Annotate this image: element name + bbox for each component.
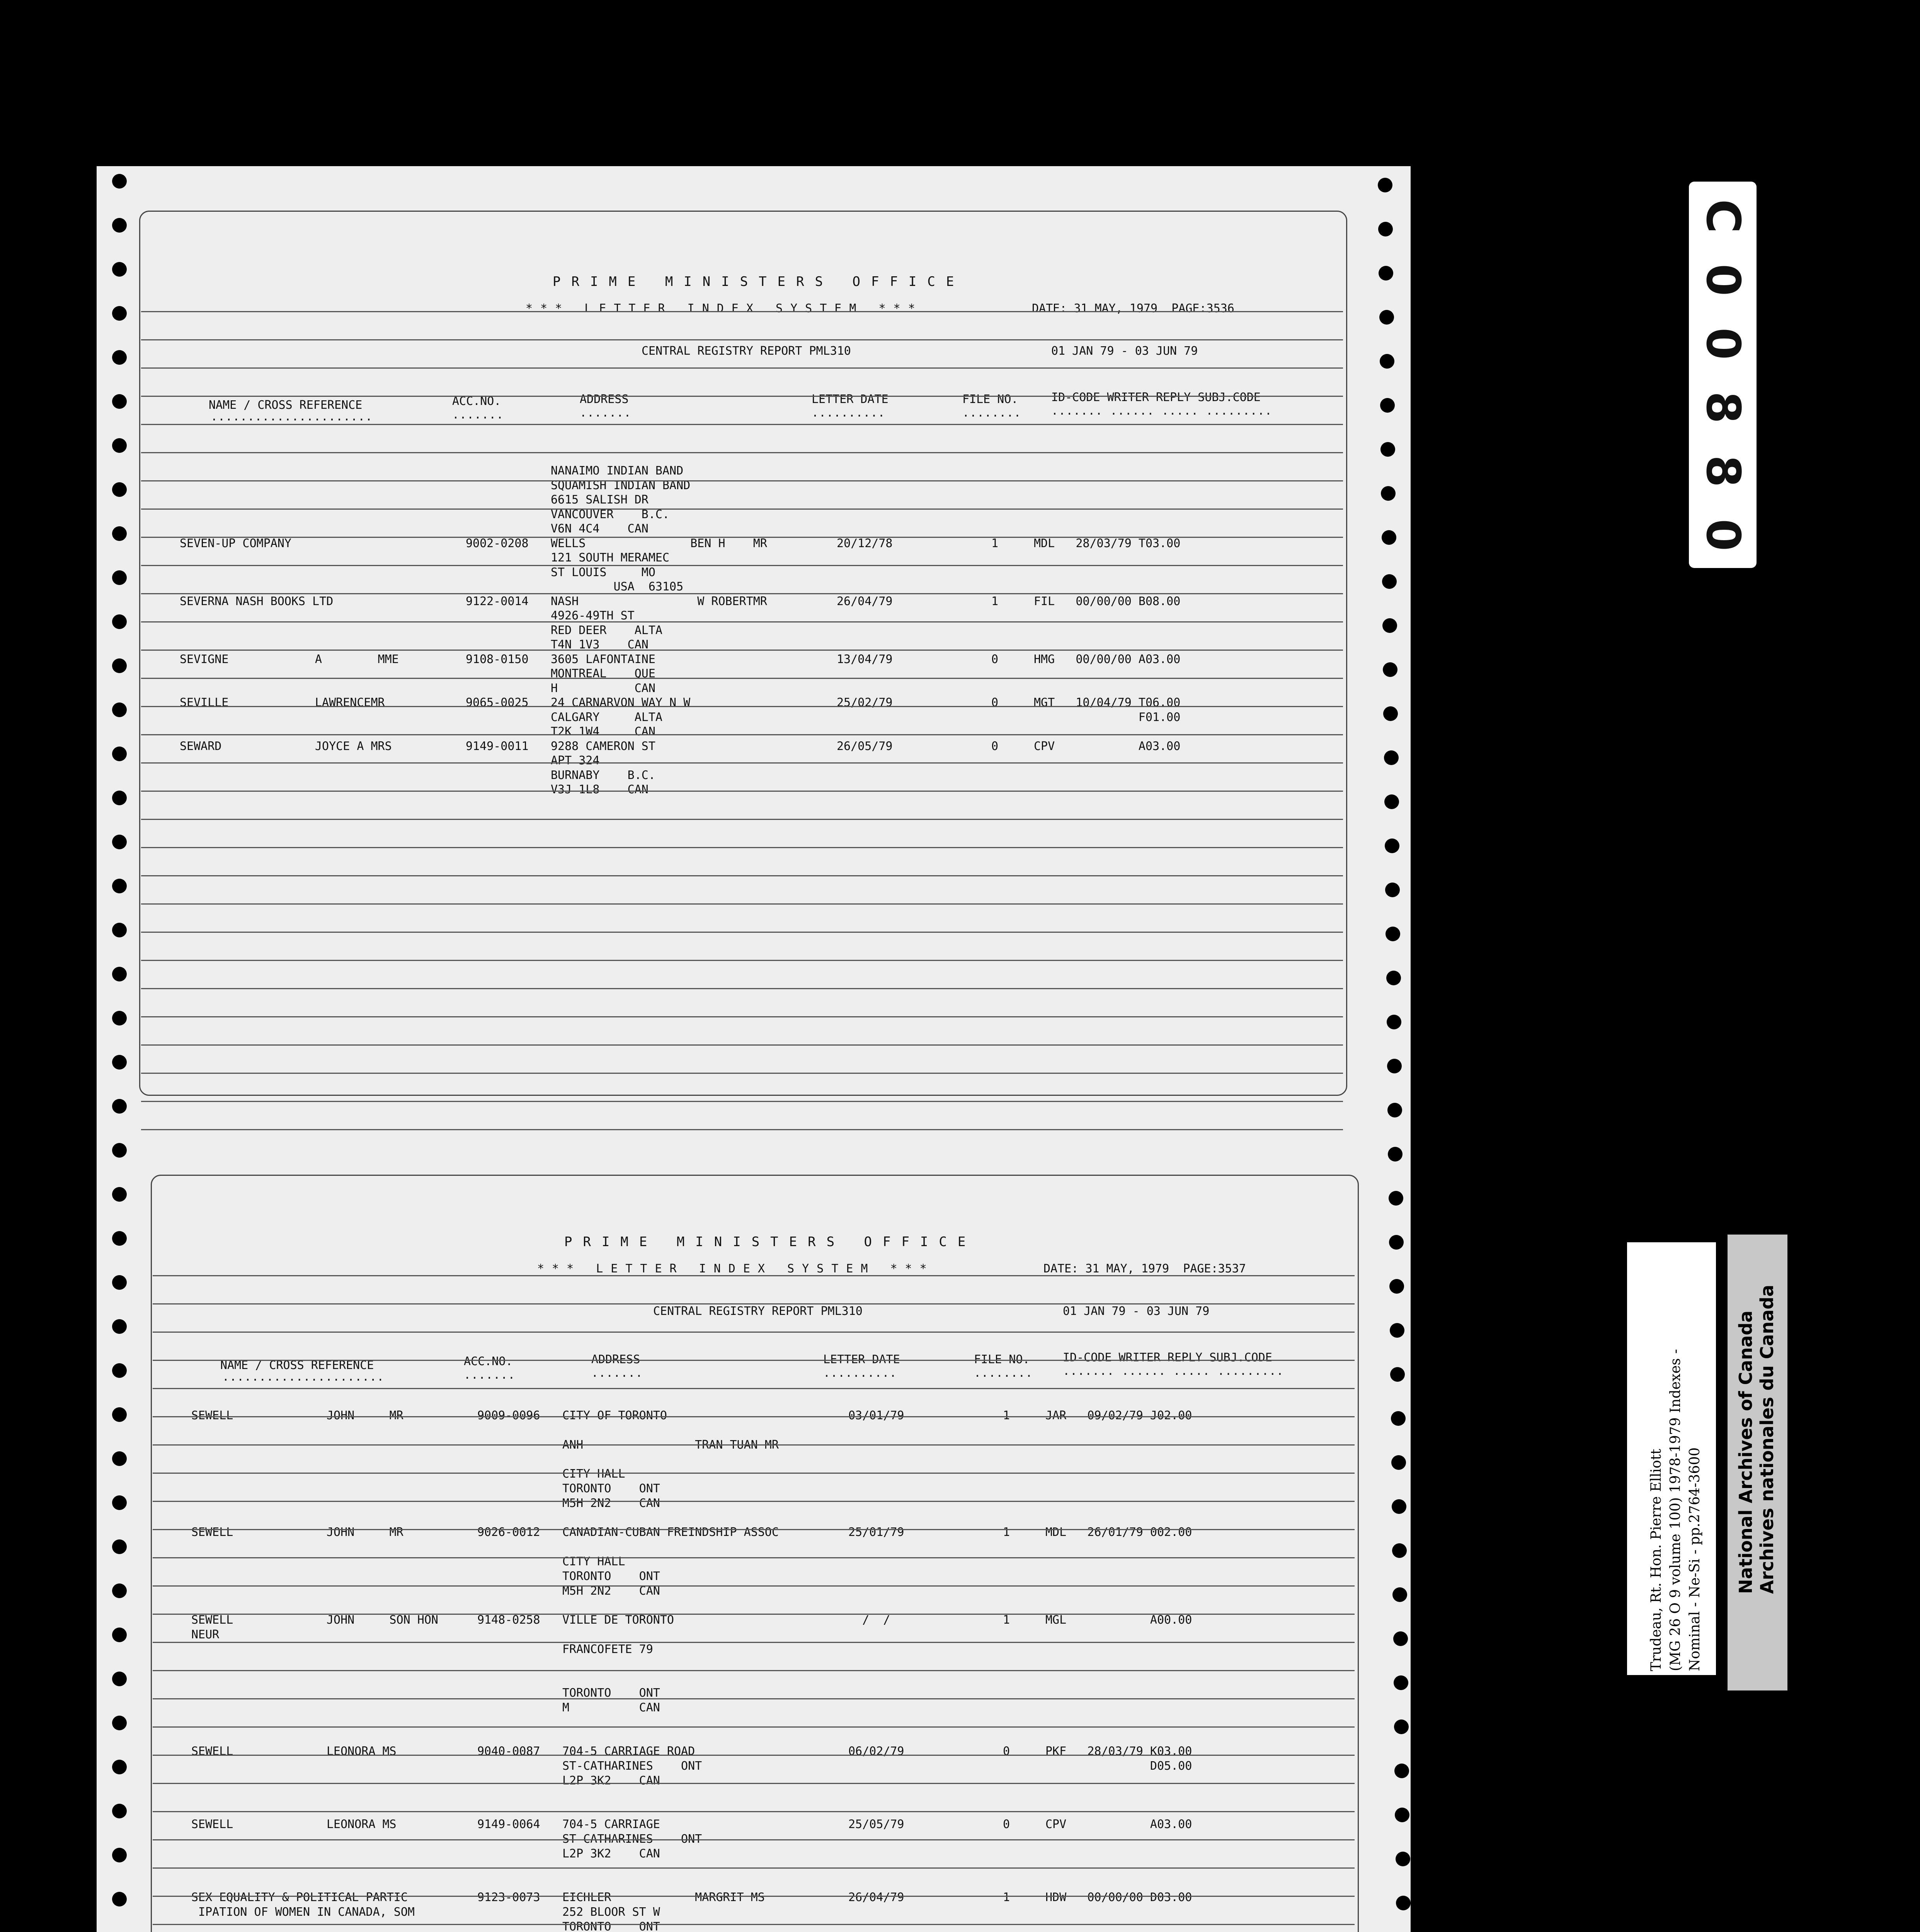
sprocket-hole	[1384, 794, 1399, 809]
row-c3: 9149-0064	[477, 1818, 540, 1832]
row-c5: / /	[848, 1613, 890, 1627]
sprocket-hole	[112, 1451, 127, 1466]
row-c3: 9009-0096	[477, 1409, 540, 1422]
row-c7: MDL 26/01/79 002.00	[1045, 1526, 1192, 1539]
row-c6: 0	[991, 652, 999, 666]
sprocket-hole	[1380, 398, 1395, 413]
sprocket-hole	[1390, 1367, 1405, 1382]
form-rule	[141, 367, 1343, 369]
row-c4: 704-5 CARRIAGE	[562, 1818, 660, 1832]
form-rule	[153, 1642, 1355, 1643]
col-rest-header: ID-CODE WRITER REPLY SUBJ.CODE	[1051, 391, 1261, 404]
row-c7: CPV A03.00	[1034, 739, 1181, 753]
row-c6: 0	[1003, 1818, 1010, 1832]
row-c4: L2P 3K2 CAN	[562, 1774, 660, 1787]
report-date-page: DATE: 31 MAY, 1979 PAGE:3537	[1043, 1262, 1246, 1276]
row-c5: 25/05/79	[848, 1818, 904, 1832]
form-rule	[141, 819, 1343, 820]
row-c4: TORONTO ONT	[562, 1482, 660, 1495]
sprocket-hole	[112, 1407, 127, 1422]
col-date-dots: ..........	[823, 1366, 897, 1380]
form-rule	[141, 932, 1343, 933]
sprocket-hole	[112, 791, 127, 805]
form-rule	[153, 1811, 1355, 1812]
form-rule	[153, 1867, 1355, 1869]
row-c7: MGL A00.00	[1045, 1613, 1192, 1627]
sprocket-hole	[1396, 1896, 1411, 1910]
archive-citation-label	[1627, 1242, 1716, 1675]
row-c2: JOHN SON HON	[327, 1613, 438, 1627]
row-c4: ST-CATHARINES ONT	[562, 1759, 702, 1773]
form-rule	[153, 1529, 1355, 1530]
sprocket-hole	[112, 1628, 127, 1642]
form-rule	[141, 565, 1343, 566]
sprocket-hole	[112, 350, 127, 365]
sprocket-hole	[1392, 1499, 1406, 1514]
form-rule	[153, 1924, 1355, 1925]
row-c1: NEUR	[191, 1628, 220, 1641]
sprocket-hole	[1388, 1147, 1403, 1162]
col-acc-dots: .......	[452, 408, 504, 422]
sprocket-hole	[1389, 1279, 1404, 1294]
row-c4: MONTREAL QUE	[551, 667, 655, 680]
row-c6: 1	[1003, 1526, 1010, 1539]
sprocket-hole	[1386, 971, 1401, 985]
row-c5: 25/01/79	[848, 1526, 904, 1539]
form-rule	[153, 1303, 1355, 1304]
sprocket-hole	[1394, 1675, 1408, 1690]
film-digit: 0	[1696, 264, 1750, 296]
row-c7: D05.00	[1045, 1759, 1192, 1773]
row-c2: LEONORA MS	[327, 1745, 397, 1759]
row-c4: CANADIAN-CUBAN FREINDSHIP ASSOC	[562, 1526, 779, 1539]
col-date-header: LETTER DATE	[812, 393, 889, 406]
row-c5: 26/04/79	[848, 1891, 904, 1905]
row-c1: SEVIGNE	[180, 652, 229, 666]
sprocket-hole	[112, 1011, 127, 1026]
row-c4: M5H 2N2 CAN	[562, 1496, 660, 1510]
sprocket-hole	[112, 1143, 127, 1158]
col-acc-dots: .......	[464, 1368, 516, 1382]
row-c4: CALGARY ALTA	[551, 710, 662, 724]
sprocket-hole	[1391, 1411, 1406, 1426]
col-file-header: FILE NO.	[974, 1353, 1030, 1366]
row-c4: CITY HALL	[562, 1467, 625, 1481]
row-c4: FRANCOFETE 79	[562, 1642, 653, 1656]
row-c6: 1	[991, 536, 999, 550]
col-file-header: FILE NO.	[962, 393, 1018, 406]
row-c6: 0	[991, 696, 999, 709]
form-rule	[141, 903, 1343, 905]
sprocket-hole	[112, 1099, 127, 1114]
row-c4: VILLE DE TORONTO	[562, 1613, 674, 1627]
form-rule	[141, 988, 1343, 989]
form-rule	[141, 593, 1343, 594]
archives-name-en: National Archives of Canada	[1735, 1310, 1756, 1594]
row-c6: 0	[991, 739, 999, 753]
row-c4: 6615 SALISH DR	[551, 493, 649, 507]
row-c3: 9148-0258	[477, 1613, 540, 1627]
row-c3: 9149-0011	[466, 739, 529, 753]
col-name-header: NAME / CROSS REFERENCE	[220, 1359, 374, 1372]
row-c5: 03/01/79	[848, 1409, 904, 1422]
row-c6: 1	[1003, 1891, 1010, 1905]
form-rule	[153, 1839, 1355, 1840]
sprocket-hole	[112, 658, 127, 673]
row-c3: 9122-0014	[466, 594, 529, 608]
sprocket-hole	[1382, 618, 1397, 633]
form-rule	[153, 1444, 1355, 1446]
form-rule	[153, 1557, 1355, 1558]
form-rule	[153, 1698, 1355, 1699]
row-c4: VANCOUVER B.C.	[551, 507, 670, 521]
row-c7: JAR 09/02/79 J02.00	[1045, 1409, 1192, 1422]
col-address-header: ADDRESS	[591, 1353, 640, 1366]
sprocket-hole	[112, 1848, 127, 1862]
form-rule	[141, 452, 1343, 453]
row-c1: SEWELL	[191, 1745, 233, 1759]
sprocket-hole	[1389, 1235, 1404, 1250]
sprocket-hole	[1378, 222, 1393, 236]
row-c5: 06/02/79	[848, 1745, 904, 1759]
row-c4: 252 BLOOR ST W	[562, 1905, 660, 1919]
sprocket-hole	[112, 835, 127, 849]
sprocket-hole	[1391, 1455, 1406, 1470]
form-rule	[141, 480, 1343, 481]
row-c7: MDL 28/03/79 T03.00	[1034, 536, 1181, 550]
sprocket-hole	[1378, 178, 1392, 192]
sprocket-hole	[112, 1804, 127, 1818]
sprocket-hole	[1383, 706, 1398, 721]
sprocket-hole	[112, 1055, 127, 1070]
row-c7: HDW 00/00/00 D03.00	[1045, 1891, 1192, 1905]
row-c4: APT 324	[551, 754, 600, 767]
row-c4: 9288 CAMERON ST	[551, 739, 655, 753]
sprocket-hole	[112, 262, 127, 277]
col-address-dots: .......	[591, 1366, 643, 1380]
row-c4: SQUAMISH INDIAN BAND	[551, 478, 691, 492]
sprocket-hole	[112, 702, 127, 717]
row-c3: 9040-0087	[477, 1745, 540, 1759]
sprocket-hole	[1387, 1015, 1401, 1029]
row-c1: SEVILLE	[180, 696, 229, 709]
system-title: *** LETTER INDEX SYSTEM ***	[526, 302, 923, 315]
row-c3: 9123-0073	[477, 1891, 540, 1905]
col-name-dots: ......................	[222, 1370, 385, 1384]
row-c1: SEWELL	[191, 1818, 233, 1832]
col-file-dots: ........	[962, 406, 1021, 420]
sprocket-hole	[112, 923, 127, 937]
row-c3: 9065-0025	[466, 696, 529, 709]
sprocket-hole	[1390, 1323, 1404, 1338]
form-rule	[153, 1670, 1355, 1671]
archives-name-fr: Archives nationales du Canada	[1757, 1284, 1777, 1594]
sprocket-hole	[1396, 1852, 1410, 1866]
row-c6: 0	[1003, 1745, 1010, 1759]
date-range: 01 JAN 79 - 03 JUN 79	[1063, 1304, 1210, 1318]
sprocket-hole	[1386, 927, 1400, 941]
row-c4: NASH W ROBERTMR	[551, 594, 767, 608]
row-c5: 26/04/79	[837, 594, 893, 608]
form-rule	[153, 1416, 1355, 1417]
sprocket-hole	[112, 1672, 127, 1686]
row-c1: SEWELL	[191, 1409, 233, 1422]
sprocket-hole	[112, 1892, 127, 1906]
form-rule	[141, 1129, 1343, 1130]
row-c1: IPATION OF WOMEN IN CANADA, SOM	[191, 1905, 415, 1919]
form-rule	[141, 1073, 1343, 1074]
sprocket-hole	[112, 438, 127, 453]
row-c7: F01.00	[1034, 710, 1181, 724]
microfilm-frame-number	[1689, 182, 1757, 568]
row-c4: ST CATHARINES ONT	[562, 1832, 702, 1846]
row-c7: HMG 00/00/00 A03.00	[1034, 652, 1181, 666]
form-rule	[153, 1614, 1355, 1615]
form-rule	[141, 1016, 1343, 1017]
row-c3: 9026-0012	[477, 1526, 540, 1539]
form-rule	[141, 762, 1343, 764]
sprocket-hole	[1394, 1719, 1409, 1734]
col-acc-header: ACC.NO.	[464, 1355, 513, 1368]
form-rule	[141, 537, 1343, 538]
film-digit: 0	[1696, 519, 1750, 551]
row-c4: M5H 2N2 CAN	[562, 1584, 660, 1598]
row-c2: JOHN MR	[327, 1526, 403, 1539]
col-date-header: LETTER DATE	[823, 1353, 900, 1366]
row-c4: EICHLER MARGRIT MS	[562, 1891, 765, 1905]
computer-printout-sheet	[97, 166, 1411, 1932]
col-file-dots: ........	[974, 1366, 1033, 1380]
sprocket-hole	[112, 174, 127, 189]
report-date-page: DATE: 31 MAY, 1979 PAGE:3536	[1032, 302, 1234, 315]
row-c2: LAWRENCEMR	[315, 696, 385, 709]
form-rule	[153, 1585, 1355, 1587]
form-rule	[141, 875, 1343, 876]
sprocket-hole	[112, 1319, 127, 1334]
row-c1: SEWARD	[180, 739, 222, 753]
col-name-dots: ......................	[211, 410, 373, 423]
col-address-header: ADDRESS	[580, 393, 629, 406]
sprocket-hole	[112, 1363, 127, 1378]
sprocket-hole	[1387, 1103, 1402, 1117]
row-c1: SEWELL	[191, 1613, 233, 1627]
row-c4: TORONTO ONT	[562, 1569, 660, 1583]
sprocket-hole	[1379, 266, 1393, 281]
sprocket-hole	[1385, 838, 1399, 853]
sprocket-hole	[1392, 1587, 1407, 1602]
row-c5: 20/12/78	[837, 536, 893, 550]
citation-line-2: (MG 26 O 9 volume 100) 1978-1979 Indexes -	[1668, 1349, 1683, 1671]
sprocket-hole	[112, 614, 127, 629]
form-rule	[141, 311, 1343, 312]
row-c6: 1	[991, 594, 999, 608]
row-c4: BURNABY B.C.	[551, 768, 655, 782]
film-digit: C	[1696, 199, 1750, 233]
row-c4: M CAN	[562, 1701, 660, 1714]
col-date-dots: ..........	[812, 406, 885, 420]
sprocket-hole	[112, 570, 127, 585]
sprocket-hole	[112, 747, 127, 761]
sprocket-hole	[1381, 486, 1396, 501]
form-rule	[141, 847, 1343, 848]
citation-line-3: Nominal - Ne-Si - pp.2764-3600	[1687, 1447, 1703, 1671]
row-c1: SEVERNA NASH BOOKS LTD	[180, 594, 334, 608]
col-rest-dots: ....... ...... ..... .........	[1063, 1364, 1284, 1378]
sprocket-hole	[1395, 1808, 1409, 1822]
row-c1: SEX EQUALITY & POLITICAL PARTIC	[191, 1891, 408, 1905]
sprocket-hole	[112, 967, 127, 981]
sprocket-hole	[112, 1187, 127, 1202]
sprocket-hole	[112, 1275, 127, 1290]
film-digit: 0	[1696, 327, 1750, 360]
row-c2: JOYCE A MRS	[315, 739, 392, 753]
form-rule	[141, 424, 1343, 425]
row-c3: 9002-0208	[466, 536, 529, 550]
sprocket-hole	[1380, 442, 1395, 457]
form-rule	[141, 706, 1343, 707]
registry-title: CENTRAL REGISTRY REPORT PML310	[653, 1304, 863, 1318]
sprocket-hole	[1392, 1543, 1407, 1558]
office-title: PRIME MINISTERS OFFICE	[553, 274, 965, 289]
system-title: *** LETTER INDEX SYSTEM ***	[537, 1262, 934, 1276]
sprocket-hole	[112, 1495, 127, 1510]
row-c4: L2P 3K2 CAN	[562, 1847, 660, 1861]
row-c4: T2K 1W4 CAN	[551, 725, 655, 738]
form-rule	[141, 1044, 1343, 1046]
sprocket-hole	[1385, 883, 1400, 897]
row-c4: T4N 1V3 CAN	[551, 638, 649, 651]
sprocket-hole	[112, 1716, 127, 1730]
row-c4: ST LOUIS MO	[551, 565, 655, 579]
form-rule	[141, 621, 1343, 622]
row-c2: JOHN MR	[327, 1409, 403, 1422]
row-c1: SEVEN-UP COMPANY	[180, 536, 291, 550]
form-rule	[141, 960, 1343, 961]
row-c4: USA 63105	[551, 580, 684, 594]
sprocket-hole	[112, 1760, 127, 1774]
col-acc-header: ACC.NO.	[452, 395, 501, 408]
form-rule	[141, 734, 1343, 735]
form-rule	[153, 1501, 1355, 1502]
sprocket-hole	[1383, 662, 1397, 677]
row-c4: V3J 1L8 CAN	[551, 783, 649, 796]
film-digit: 8	[1696, 391, 1750, 424]
row-c4: RED DEER ALTA	[551, 623, 662, 637]
registry-title: CENTRAL REGISTRY REPORT PML310	[642, 344, 851, 358]
form-rule	[141, 678, 1343, 679]
form-rule	[141, 650, 1343, 651]
sprocket-hole	[112, 1583, 127, 1598]
row-c4: 3605 LAFONTAINE	[551, 652, 655, 666]
form-rule	[141, 339, 1343, 340]
row-c5: 25/02/79	[837, 696, 893, 709]
row-c7: FIL 00/00/00 B08.00	[1034, 594, 1181, 608]
row-c5: 26/05/79	[837, 739, 893, 753]
sprocket-hole	[112, 306, 127, 321]
sprocket-hole	[1379, 310, 1394, 325]
sprocket-hole	[1384, 750, 1399, 765]
row-c4: H CAN	[551, 681, 655, 695]
row-c4: 121 SOUTH MERAMEC	[551, 551, 670, 565]
row-c5: 13/04/79	[837, 652, 893, 666]
sprocket-hole	[112, 879, 127, 893]
row-c4: CITY HALL	[562, 1555, 625, 1568]
row-c7: PKF 28/03/79 K03.00	[1045, 1745, 1192, 1759]
form-rule	[153, 1755, 1355, 1756]
row-c4: NANAIMO INDIAN BAND	[551, 464, 684, 478]
form-rule	[141, 791, 1343, 792]
col-rest-header: ID-CODE WRITER REPLY SUBJ.CODE	[1063, 1351, 1272, 1364]
sprocket-hole	[112, 1231, 127, 1246]
row-c2: LEONORA MS	[327, 1818, 397, 1832]
sprocket-hole	[1387, 1059, 1402, 1073]
sprocket-hole	[112, 482, 127, 497]
row-c4: 4926-49TH ST	[551, 609, 635, 622]
row-c4: CITY OF TORONTO	[562, 1409, 667, 1422]
sprocket-hole	[112, 526, 127, 541]
film-digit: 8	[1696, 455, 1750, 488]
row-c4: TORONTO ONT	[562, 1686, 660, 1700]
office-title: PRIME MINISTERS OFFICE	[564, 1234, 977, 1250]
col-name-header: NAME / CROSS REFERENCE	[209, 398, 363, 412]
row-c7: CPV A03.00	[1045, 1818, 1192, 1832]
sprocket-hole	[1394, 1764, 1409, 1778]
form-rule	[153, 1473, 1355, 1474]
row-c4: WELLS BEN H MR	[551, 536, 767, 550]
row-c7: MGT 10/04/79 T06.00	[1034, 696, 1181, 709]
form-rule	[153, 1360, 1355, 1361]
sprocket-hole	[1382, 530, 1396, 545]
form-rule	[153, 1275, 1355, 1276]
citation-line-1: Trudeau, Rt. Hon. Pierre Elliott	[1648, 1449, 1664, 1671]
sprocket-hole	[112, 394, 127, 409]
row-c2: A MME	[315, 652, 399, 666]
form-rule	[153, 1726, 1355, 1728]
row-c4: 704-5 CARRIAGE ROAD	[562, 1745, 695, 1759]
row-c4: 24 CARNARVON WAY N W	[551, 696, 691, 709]
row-c1: SEWELL	[191, 1526, 233, 1539]
sprocket-hole	[1382, 574, 1397, 589]
form-rule	[141, 509, 1343, 510]
sprocket-hole	[1393, 1631, 1408, 1646]
form-rule	[141, 396, 1343, 397]
sprocket-hole	[112, 1539, 127, 1554]
row-c3: 9108-0150	[466, 652, 529, 666]
sprocket-hole	[1380, 354, 1394, 369]
sprocket-hole	[1389, 1191, 1403, 1206]
form-rule	[153, 1388, 1355, 1389]
row-c6: 1	[1003, 1613, 1010, 1627]
national-archives-label	[1728, 1235, 1787, 1690]
row-c4: TORONTO ONT	[562, 1920, 660, 1932]
form-rule	[141, 1101, 1343, 1102]
row-c4: ANH TRAN TUAN MR	[562, 1438, 779, 1452]
row-c6: 1	[1003, 1409, 1010, 1422]
col-rest-dots: ....... ...... ..... .........	[1051, 404, 1272, 418]
sprocket-hole	[112, 218, 127, 233]
form-rule	[153, 1783, 1355, 1784]
form-rule	[153, 1896, 1355, 1897]
col-address-dots: .......	[580, 406, 631, 420]
row-c4: V6N 4C4 CAN	[551, 522, 649, 536]
form-rule	[153, 1332, 1355, 1333]
date-range: 01 JAN 79 - 03 JUN 79	[1051, 344, 1198, 358]
